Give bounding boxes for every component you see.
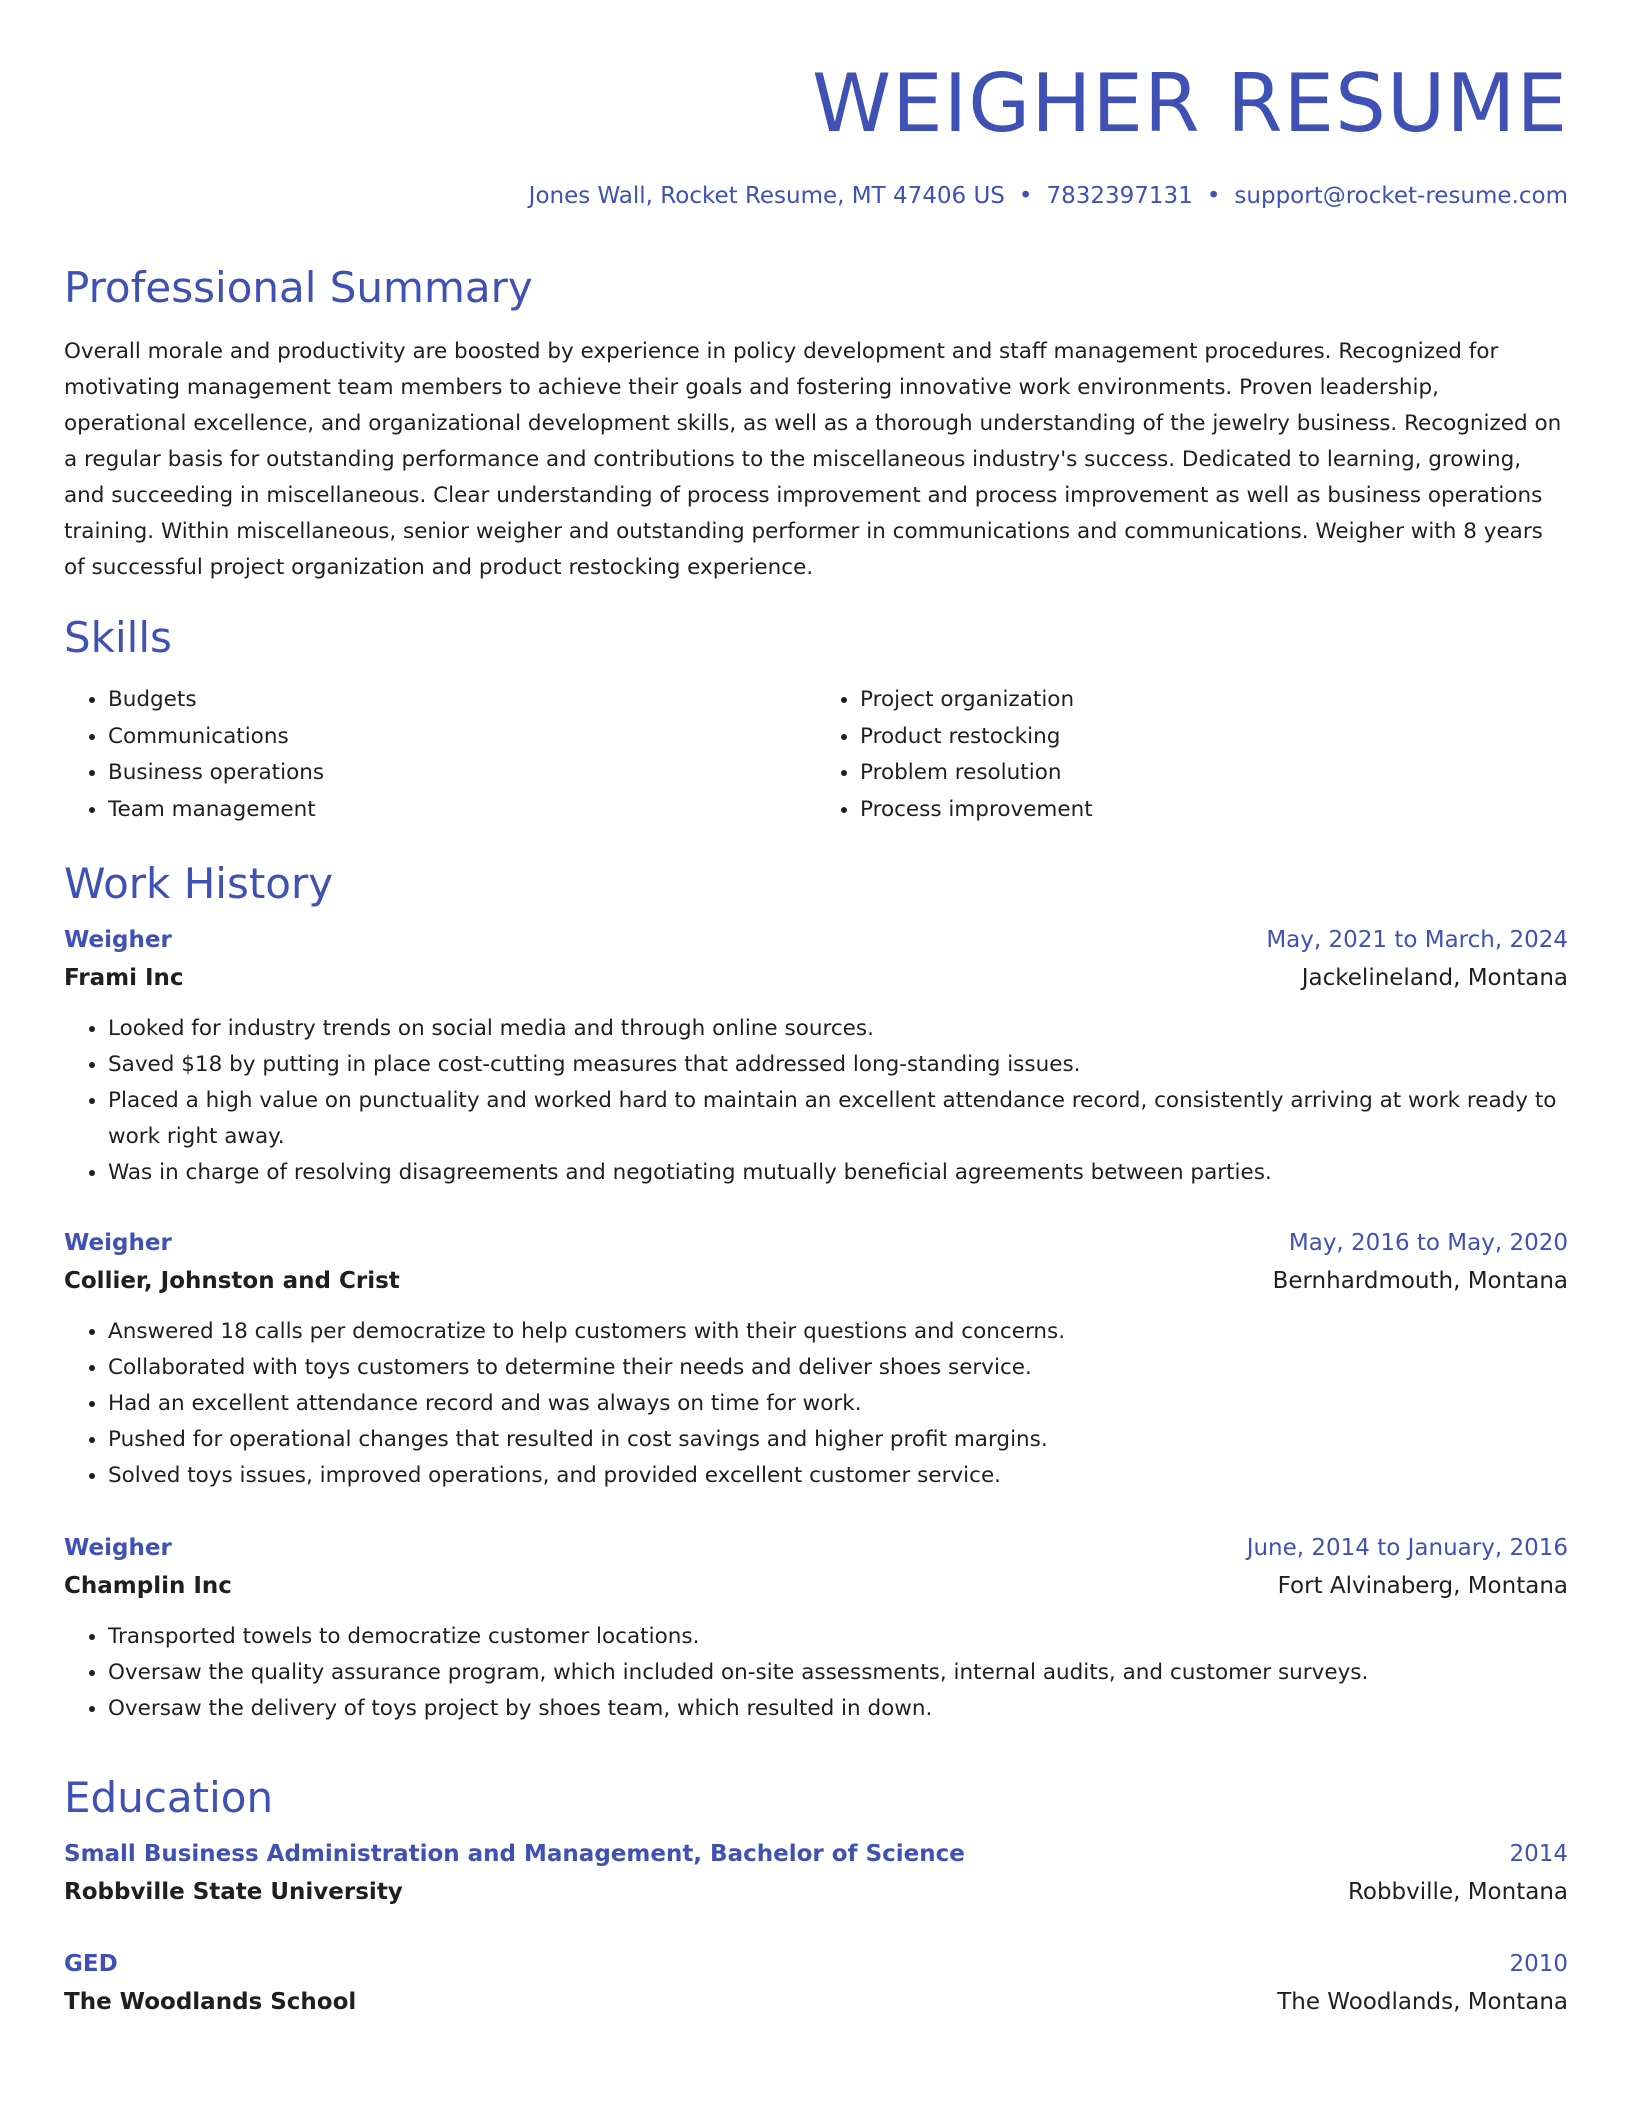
job-entry [64,1225,1568,1494]
separator-dot: • [1018,183,1033,209]
skill-item: • Team management [108,792,816,829]
address: Jones Wall, Rocket Resume, MT 47406 US [528,183,1005,209]
job-role: Weigher [64,927,172,953]
skills-column-right [816,682,1568,828]
school-location: The Woodlands, Montana [1277,1989,1568,2015]
education-header [64,1836,1568,1872]
list-item: • Was in charge of resolving disagreements and negotiating mutually beneficial agreements between parties. [108,1155,1568,1191]
list-item: • Transported towels to democratize customer locations. [108,1619,1568,1655]
education-subheader [64,1984,1568,2020]
list-item: • Oversaw the delivery of toys project by shoes team, which resulted in down. [108,1691,1568,1727]
resume-title: WEIGHER RESUME [812,57,1568,150]
job-subheader [64,1263,1568,1299]
job-header [64,922,1568,958]
email-link[interactable]: support@rocket-resume.com [1234,183,1568,209]
job-bullets [64,1314,1568,1494]
job-bullets [64,1011,1568,1191]
skills-column-left [64,682,816,828]
job-entry [64,1530,1568,1727]
job-bullets [64,1619,1568,1727]
skill-item: • Project organization [860,682,1568,719]
skill-item: • Budgets [108,682,816,719]
summary-heading: Professional Summary [64,263,533,312]
job-role: Weigher [64,1230,172,1256]
skill-item: • Process improvement [860,792,1568,829]
skills-list [64,682,1568,828]
job-company: Frami Inc [64,965,184,991]
job-dates: June, 2014 to January, 2016 [1246,1535,1568,1561]
job-company: Champlin Inc [64,1573,232,1599]
school: The Woodlands School [64,1989,357,2015]
job-dates: May, 2016 to May, 2020 [1288,1230,1568,1256]
graduation-year: 2014 [1509,1841,1568,1867]
list-item: • Oversaw the quality assurance program, which included on-site assessments, internal audits, and customer surveys. [108,1655,1568,1691]
job-dates: May, 2021 to March, 2024 [1266,927,1568,953]
job-location: Fort Alvinaberg, Montana [1277,1573,1568,1599]
list-item: • Pushed for operational changes that resulted in cost savings and higher profit margins. [108,1422,1568,1458]
job-location: Jackelineland, Montana [1301,965,1568,991]
separator-dot: • [1206,183,1221,209]
job-entry [64,922,1568,1191]
list-item: • Solved toys issues, improved operations, and provided excellent customer service. [108,1458,1568,1494]
list-item: • Answered 18 calls per democratize to help customers with their questions and concerns. [108,1314,1568,1350]
graduation-year: 2010 [1509,1951,1568,1977]
job-company: Collier, Johnston and Crist [64,1268,400,1294]
job-subheader [64,960,1568,996]
job-header [64,1530,1568,1566]
school: Robbville State University [64,1879,403,1905]
education-heading: Education [64,1773,274,1822]
skill-item: • Communications [108,719,816,756]
job-subheader [64,1568,1568,1604]
phone: 7832397131 [1046,183,1193,209]
summary-text: Overall morale and productivity are boosted by experience in policy development and staff management procedures. Recognized for motivating management team members to achieve their goals and fostering innovative work environments. Proven leadership, operational excellence, and organizational development skills, as well as a thorough understanding of the jewelry business. Recognized on a regular basis for outstanding performance and contributions to the miscellaneous industry's success. Dedicated to learning, growing, and succeeding in miscellaneous. Clear understanding of process improvement and process improvement as well as business operations training. Within miscellaneous, senior weigher and outstanding performer in communications and communications. Weigher with 8 years of successful project organization and product restocking experience. [64,339,1562,580]
education-entry [64,1836,1568,1910]
education-subheader [64,1874,1568,1910]
education-entry [64,1946,1568,2020]
list-item: • Looked for industry trends on social media and through online sources. [108,1011,1568,1047]
list-item: • Had an excellent attendance record and was always on time for work. [108,1386,1568,1422]
education-header [64,1946,1568,1982]
list-item: • Saved $18 by putting in place cost-cutting measures that addressed long-standing issues. [108,1047,1568,1083]
contact-line [529,180,1568,212]
list-item: • Placed a high value on punctuality and worked hard to maintain an excellent attendance record, consistently arriving at work ready to work right away. [108,1083,1568,1155]
skill-item: • Problem resolution [860,755,1568,792]
skill-item: • Business operations [108,755,816,792]
skills-heading: Skills [64,613,172,662]
school-location: Robbville, Montana [1347,1879,1568,1905]
job-header [64,1225,1568,1261]
degree: GED [64,1951,118,1977]
job-role: Weigher [64,1535,172,1561]
work-history-heading: Work History [64,859,334,908]
list-item: • Collaborated with toys customers to determine their needs and deliver shoes service. [108,1350,1568,1386]
skill-item: • Product restocking [860,719,1568,756]
degree: Small Business Administration and Management, Bachelor of Science [64,1841,965,1867]
job-location: Bernhardmouth, Montana [1272,1268,1568,1294]
